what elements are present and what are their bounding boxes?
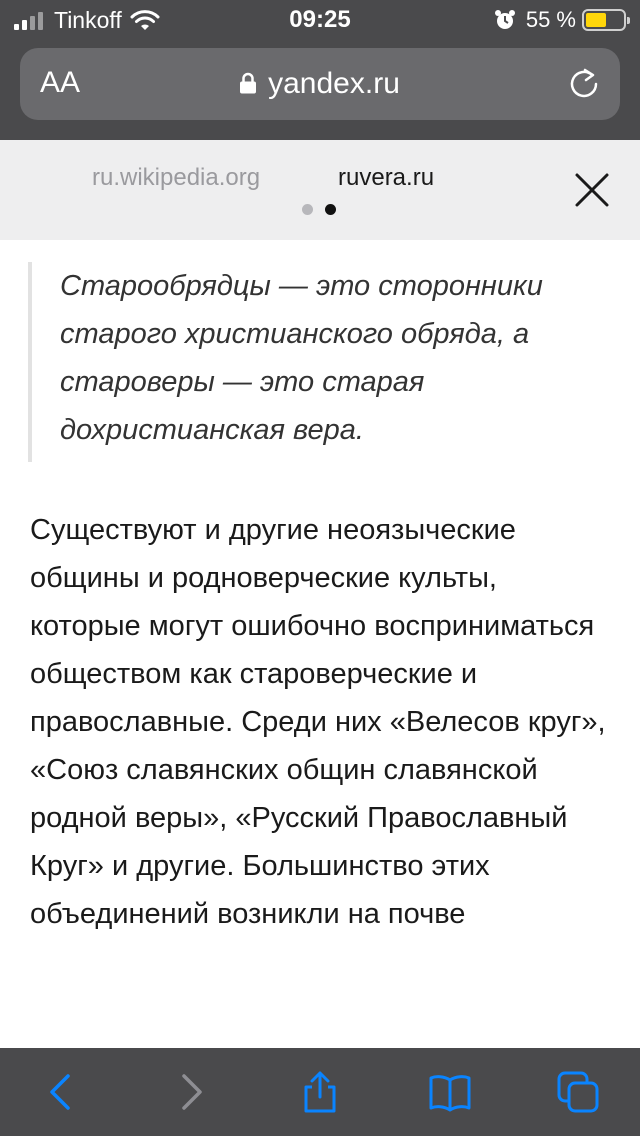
alarm-icon <box>494 9 516 31</box>
battery-percent: 55 % <box>525 7 576 32</box>
source-tabs-panel <box>0 140 640 240</box>
url-display[interactable] <box>20 67 620 101</box>
battery-icon <box>582 9 626 31</box>
address-bar[interactable] <box>20 48 620 120</box>
source-tab-wikipedia[interactable]: ru.wikipedia.org <box>92 164 261 191</box>
tabs-icon[interactable] <box>556 1070 600 1114</box>
source-tab-ruvera[interactable]: ruvera.ru <box>338 164 435 191</box>
lock-icon <box>240 72 256 94</box>
bookmarks-icon[interactable] <box>428 1070 472 1114</box>
status-right <box>494 7 626 33</box>
text-size-label: AA <box>40 66 81 99</box>
browser-top-chrome <box>0 0 640 140</box>
status-time: 09:25 <box>289 6 351 33</box>
reload-icon[interactable] <box>566 66 602 102</box>
page-dot-1 <box>302 204 313 215</box>
page-indicator <box>302 204 348 215</box>
blockquote-text: Старообрядцы — это сторонники старого христианского обряда, а староверы — это старая дохристианская вера. <box>60 270 543 446</box>
share-icon[interactable] <box>298 1070 342 1114</box>
bottom-toolbar <box>0 1048 640 1136</box>
close-icon[interactable] <box>574 172 610 208</box>
article-paragraph: Существуют и другие неоязыческие общины и родноверческие культы, которые могут ошибочно восприниматься обществом как староверческие и православные. Среди них «Велесов круг», «Союз славянских общин славянской родной веры», «Русский Православный Круг» и другие. Большинство этих объединений возникли на почве <box>30 514 606 930</box>
page-dot-2-active <box>325 204 336 215</box>
status-bar <box>0 0 640 40</box>
carrier-name: Tinkoff <box>54 7 122 33</box>
article-blockquote <box>28 262 608 462</box>
back-icon[interactable] <box>40 1070 84 1114</box>
forward-icon[interactable] <box>168 1070 212 1114</box>
url-text: yandex.ru <box>268 67 400 100</box>
